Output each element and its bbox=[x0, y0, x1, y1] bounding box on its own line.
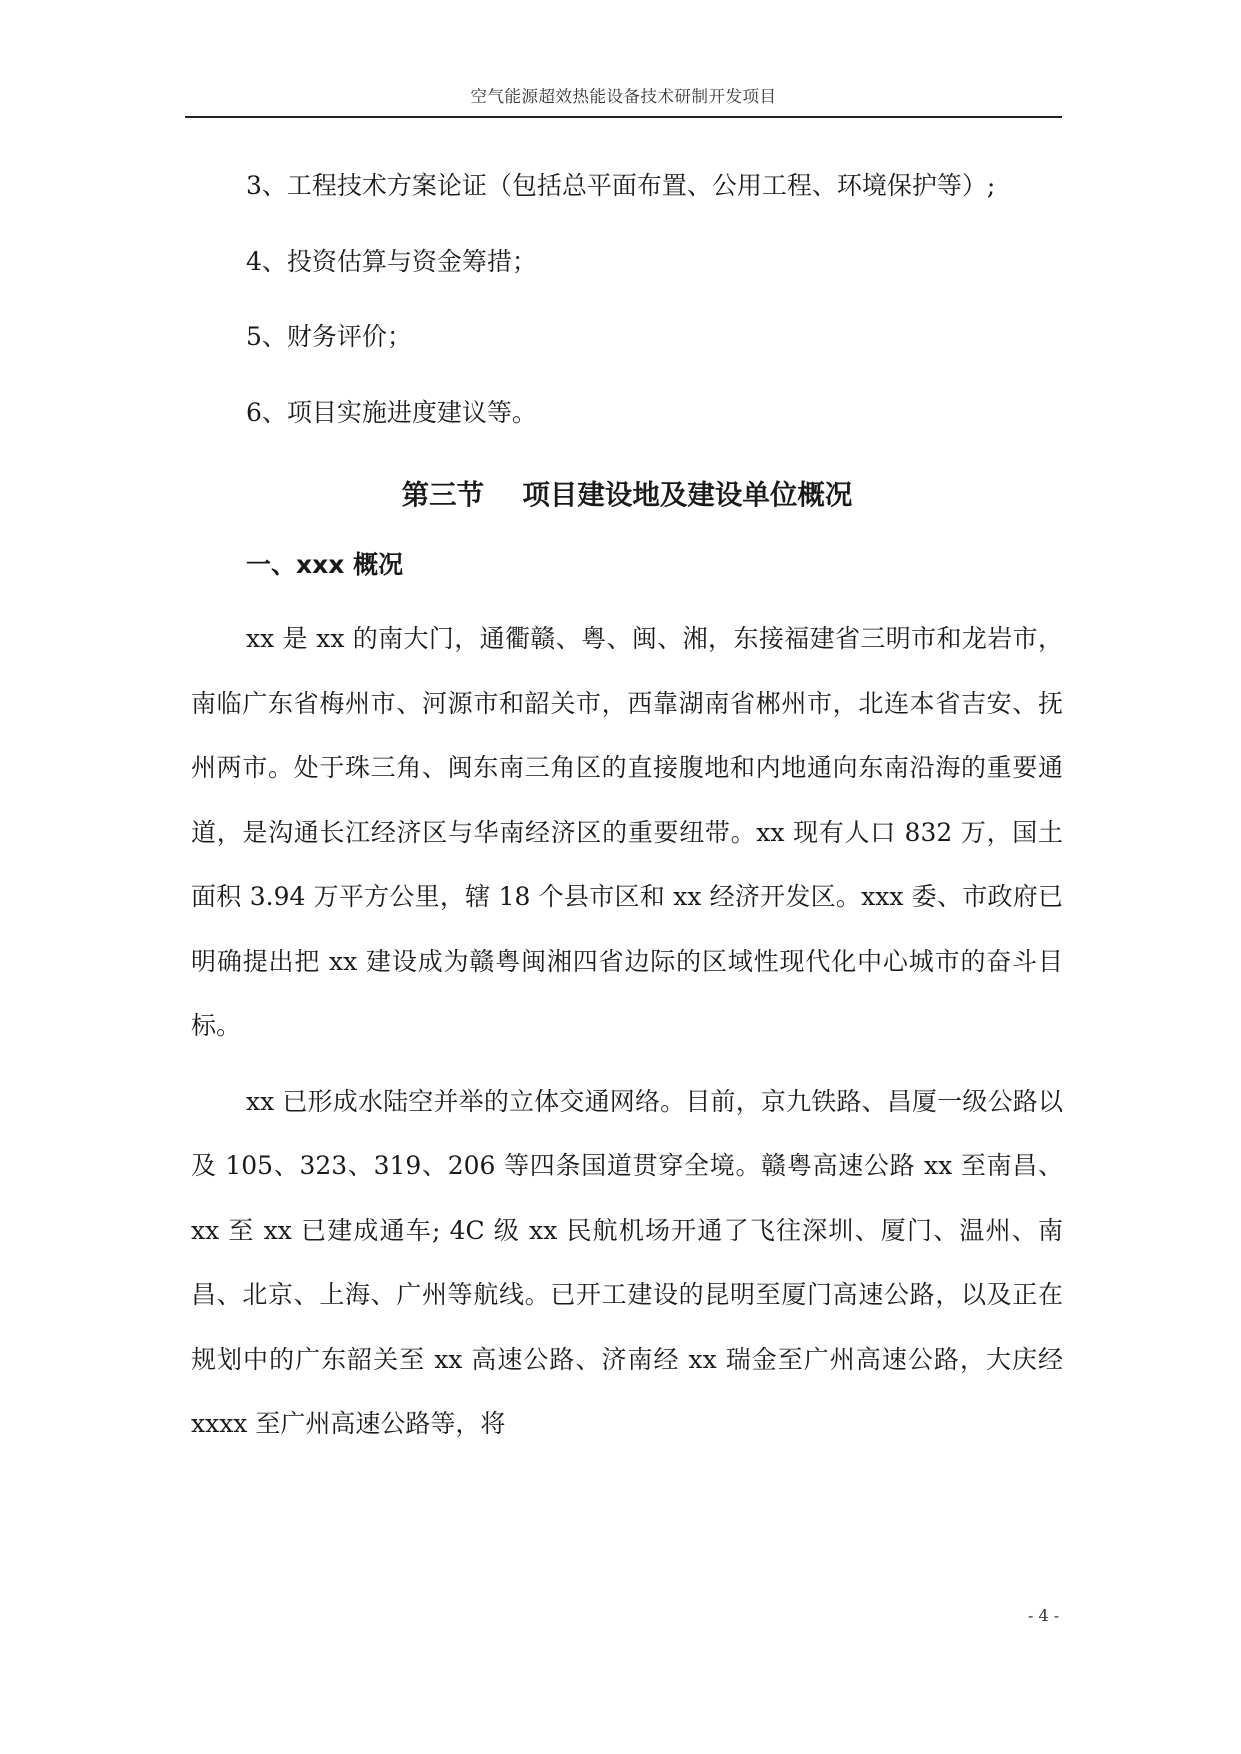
body-paragraph: xx 是 xx 的南大门，通衢赣、粤、闽、湘，东接福建省三明市和龙岩市，南临广东省梅州市、河源市和韶关市，西靠湖南省郴州市，北连本省吉安、抚州两市。处于珠三角、闽东南三角区的直接腹地和内地通向东南沿海的重要通道，是沟通长江经济区与华南经济区的重要纽带。xx 现有人口 832 万，国土面积 3.94 万平方公里，辖 18 个县市区和 xx 经济开发区。xxx 委、市政府已明确提出把 xx 建设成为赣粤闽湘四省边际的区域性现代化中心城市的奋斗目标。 bbox=[191, 624, 1063, 1040]
list-item: 6、项目实施进度建议等。 bbox=[246, 397, 537, 427]
page-number: - 4 - bbox=[1028, 1606, 1060, 1625]
list-item: 3、工程技术方案论证（包括总平面布置、公用工程、环境保护等）; bbox=[246, 171, 996, 200]
running-header: 空气能源超效热能设备技术研制开发项目 bbox=[185, 80, 1062, 118]
list-item: 4、投资估算与资金筹措； bbox=[246, 246, 537, 276]
body-paragraph: xx 已形成水陆空并举的立体交通网络。目前，京九铁路、昌厦一级公路以及 105、323、319、206 等四条国道贯穿全境。赣粤高速公路 xx 至南昌、xx 至 xx 已建成通车; 4C 级 xx 民航机场开通了飞往深圳、厦门、温州、南昌、北京、上海、广州等航线。已开工建设的昆明至厦门高速公路，以及正在规划中的广东韶关至 xx 高速公路、济南经 xx 瑞金至广州高速公路，大庆经 xxxx 至广州高速公路等，将 bbox=[191, 1086, 1063, 1438]
page-body bbox=[191, 154, 1063, 1457]
section-title: 第三节 项目建设地及建设单位概况 bbox=[401, 479, 853, 511]
subsection-title: 一、xxx 概况 bbox=[246, 550, 404, 579]
list-item: 5、财务评价； bbox=[246, 322, 412, 351]
